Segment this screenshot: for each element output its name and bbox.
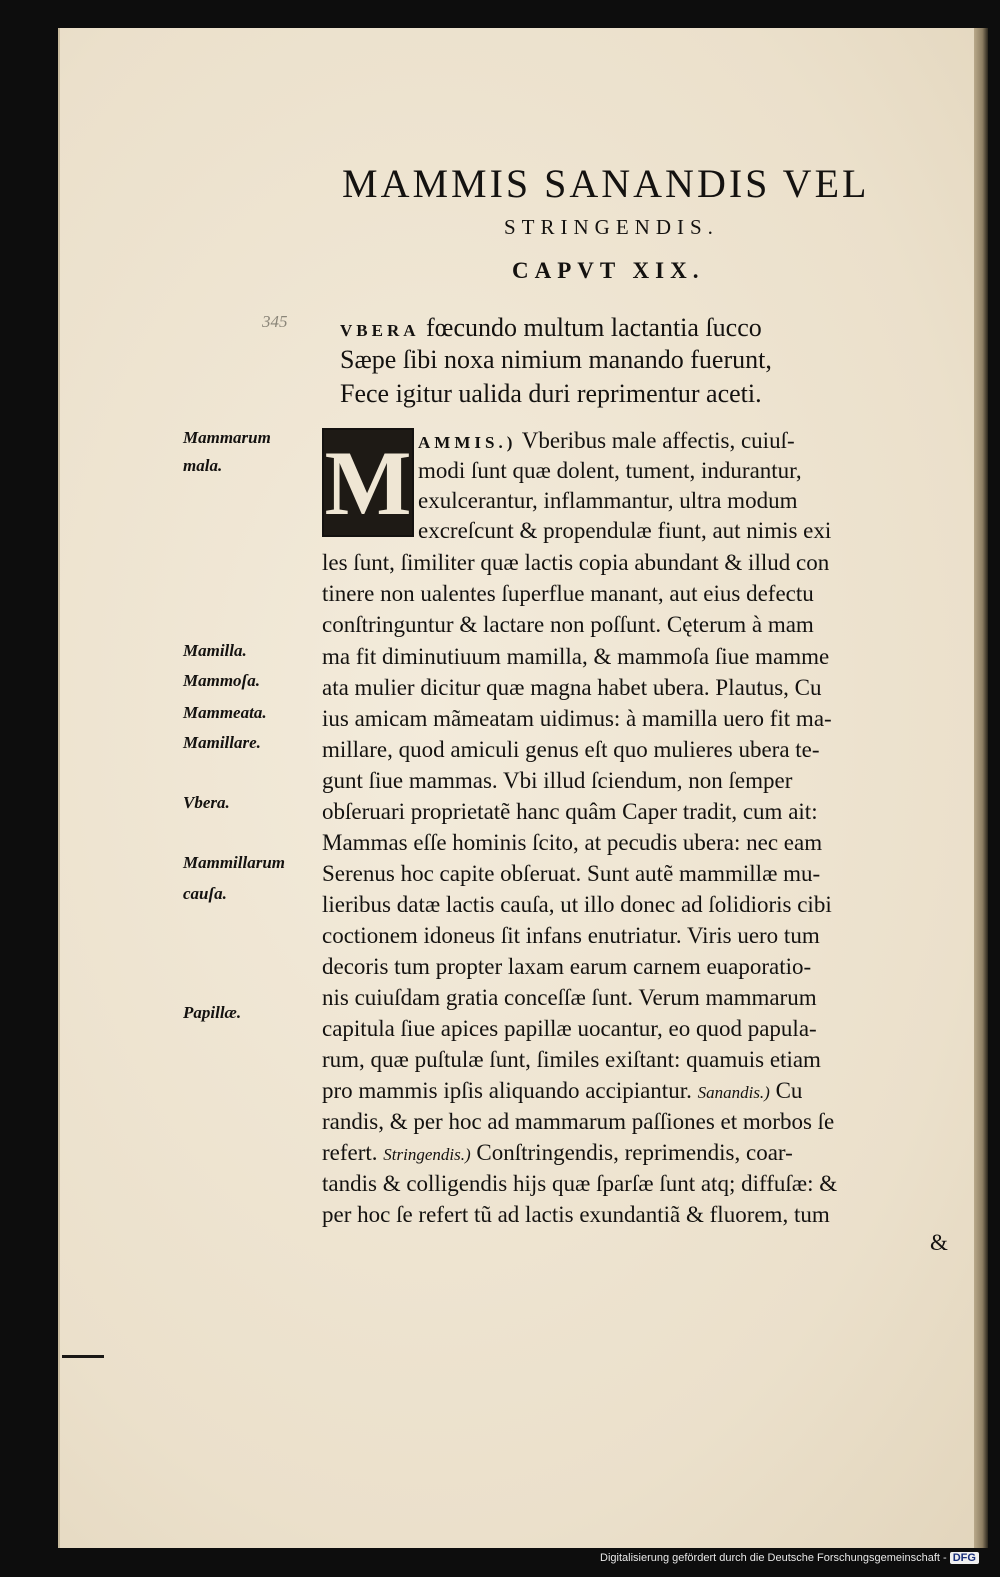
body-line: conſtringuntur & lactare non poſſunt. Cęterum à mam — [322, 612, 814, 637]
margin-note: cauſa. — [183, 884, 227, 903]
body-line: refert. Stringendis.) Conſtringendis, reprimendis, coar- — [322, 1140, 793, 1165]
verse-line-1: VBERA fœcundo multum lactantia ſucco — [340, 313, 762, 342]
body-line: modi ſunt quæ dolent, tument, indurantur, — [418, 458, 802, 483]
chapter-title: MAMMIS SANANDIS VEL — [342, 161, 870, 206]
body-line: rum, quæ puſtulæ ſunt, ſimiles exiſtant: quamuis etiam — [322, 1047, 821, 1072]
body-line: ata mulier dicitur quæ magna habet ubera. Plautus, Cu — [322, 675, 822, 700]
catchword: & — [930, 1230, 948, 1255]
body-line: pro mammis ipſis aliquando accipiantur. Sanandis.) Cu — [322, 1078, 803, 1103]
body-line: excreſcunt & propendulæ fiunt, aut nimis exi — [418, 518, 832, 543]
page-number: 345 — [262, 312, 288, 331]
page-edge — [974, 28, 988, 1548]
body-line: tandis & colligendis hijs quæ ſparſæ ſunt atq; diffuſæ: & — [322, 1171, 838, 1196]
body-line: ius amicam mãmeatam uidimus: à mamilla uero fit ma- — [322, 706, 832, 731]
body-line: nis cuiuſdam gratia conceſſæ ſunt. Verum mammarum — [322, 985, 817, 1010]
margin-mark — [62, 1355, 104, 1358]
body-line: lieribus datæ lactis cauſa, ut illo donec ad ſolidioris cibi — [322, 892, 832, 917]
margin-note: Mammarum — [183, 428, 271, 447]
decorated-initial: M — [322, 428, 414, 537]
body-line: capitula ſiue apices papillæ uocantur, eo quod papula- — [322, 1016, 817, 1041]
body-line: tinere non ualentes ſuperflue manant, aut eius defectu — [322, 581, 814, 606]
margin-note: Mamilla. — [183, 641, 247, 660]
body-line: AMMIS.) Vberibus male affectis, cuiuſ- — [418, 428, 795, 453]
body-line: decoris tum propter laxam earum carnem euaporatio- — [322, 954, 812, 979]
margin-note: Mammillarum — [183, 853, 286, 872]
body-line: per hoc ſe refert tũ ad lactis exundantiã & fluorem, tum — [322, 1202, 830, 1227]
verse-line-2: Sæpe ſibi noxa nimium manando fuerunt, — [340, 345, 772, 374]
margin-note: Mamillare. — [183, 733, 261, 752]
digitization-credit: Digitalisierung gefördert durch die Deutsche Forschungsgemeinschaft - DFG — [600, 1552, 979, 1564]
dfg-logo: DFG — [950, 1552, 979, 1564]
body-line: Mammas eſſe hominis ſcito, at pecudis ubera: nec eam — [322, 830, 823, 855]
margin-note: Mammoſa. — [183, 671, 260, 690]
body-line: obſeruari proprietatẽ hanc quâm Caper tradit, cum ait: — [322, 799, 818, 824]
body-line: millare, quod amiculi genus eſt quo mulieres ubera te- — [322, 737, 820, 762]
body-line: gunt ſiue mammas. Vbi illud ſciendum, non ſemper — [322, 768, 793, 793]
body-line: randis, & per hoc ad mammarum paſſiones et morbos ſe — [322, 1109, 835, 1134]
body-line: exulcerantur, inflammantur, ultra modum — [418, 488, 798, 513]
body-line: ma fit diminutiuum mamilla, & mammoſa ſiue mamme — [322, 644, 830, 669]
chapter-number: CAPVT XIX. — [512, 258, 705, 283]
margin-note: Papillæ. — [183, 1003, 242, 1022]
margin-note: mala. — [183, 456, 223, 475]
body-line: coctionem idoneus ſit infans enutriatur. Viris uero tum — [322, 923, 820, 948]
chapter-subtitle: STRINGENDIS. — [504, 215, 719, 239]
margin-note: Vbera. — [183, 793, 230, 812]
margin-note: Mammeata. — [183, 703, 267, 722]
verse-line-3: Fece igitur ualida duri reprimentur aceti. — [340, 379, 762, 408]
verse-lead: VBERA — [340, 321, 420, 340]
body-line: Serenus hoc capite obſeruat. Sunt autẽ mammillæ mu- — [322, 861, 821, 886]
body-line: les ſunt, ſimiliter quæ lactis copia abundant & illud con — [322, 550, 830, 575]
